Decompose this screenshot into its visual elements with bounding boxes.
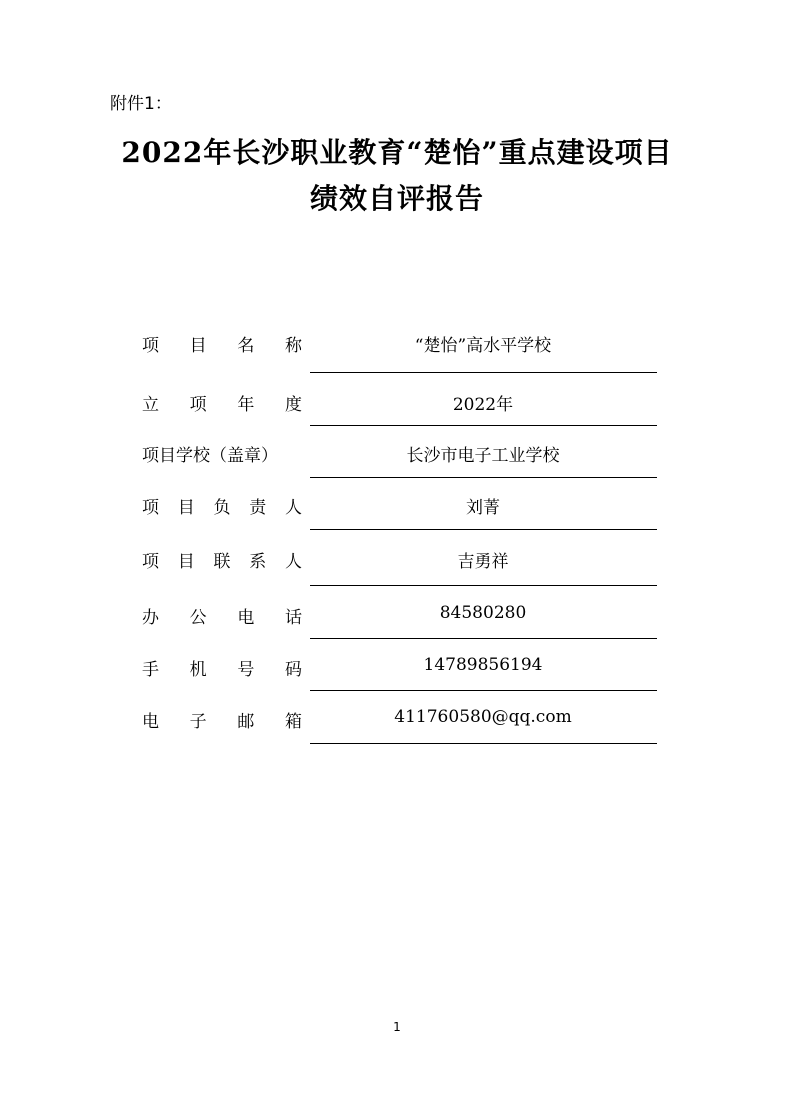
label-char: 项 [142,498,159,518]
label-char: 目 [177,498,195,518]
label-char: 立 [142,395,159,415]
info-row [0,707,794,747]
label-char: 码 [284,660,302,680]
label-char: 负 [213,498,231,518]
info-row-label [142,331,302,356]
label-char: 称 [284,336,302,356]
info-row [0,390,794,430]
label-char: 年 [237,395,255,415]
underline [310,477,657,478]
info-row-label [142,547,302,572]
label-char: 机 [189,660,207,680]
underline [310,529,657,530]
underline [310,585,657,586]
label-char: 手 [142,660,159,680]
document-title-line-2: 绩效自评报告 [309,182,484,215]
info-row-label [142,655,302,680]
info-row [0,655,794,695]
info-row-value: 411760580@qq.com [394,707,572,727]
label-char: 人 [285,552,302,572]
info-row-value: 长沙市电子工业学校 [406,446,560,466]
underline [310,743,657,744]
label-char: 号 [237,660,255,680]
label-char: 名 [237,336,255,356]
underline [310,690,657,691]
label-char: 项目学校（盖章） [142,446,278,466]
label-char: 公 [189,608,207,628]
info-row-value: 14789856194 [423,655,543,675]
document-title-line-1: 2022年长沙职业教育“楚怡”重点建设项目 [121,136,673,169]
label-char: 箱 [284,712,302,732]
info-row-label [142,707,302,732]
label-char: 责 [249,498,267,518]
label-char: 电 [142,712,159,732]
info-row-label [142,441,302,466]
label-char: 目 [189,336,207,356]
info-row-value: “楚怡”高水平学校 [414,336,552,356]
label-char: 联 [213,552,231,572]
label-char: 办 [142,608,159,628]
label-char: 电 [237,608,255,628]
label-char: 项 [142,336,159,356]
info-row-label [142,603,302,628]
info-row-value: 84580280 [439,603,527,623]
underline [310,372,657,373]
label-char: 邮 [237,712,255,732]
label-char: 子 [189,712,207,732]
label-char: 话 [284,608,302,628]
info-row-value: 吉勇祥 [457,552,509,572]
info-row-label [142,390,302,415]
info-row [0,547,794,587]
info-row [0,331,794,371]
info-row [0,441,794,481]
info-row-value: 2022年 [452,395,514,415]
underline [310,638,657,639]
label-char: 度 [284,395,302,415]
page-number: 1 [393,1020,401,1034]
underline [310,425,657,426]
label-char: 人 [285,498,302,518]
info-row-label [142,493,302,518]
label-char: 系 [249,552,267,572]
info-row [0,493,794,533]
label-char: 项 [142,552,159,572]
info-row-value: 刘菁 [466,498,500,518]
attachment-label: 附件1： [110,94,172,114]
label-char: 项 [189,395,207,415]
info-row [0,603,794,643]
label-char: 目 [177,552,195,572]
